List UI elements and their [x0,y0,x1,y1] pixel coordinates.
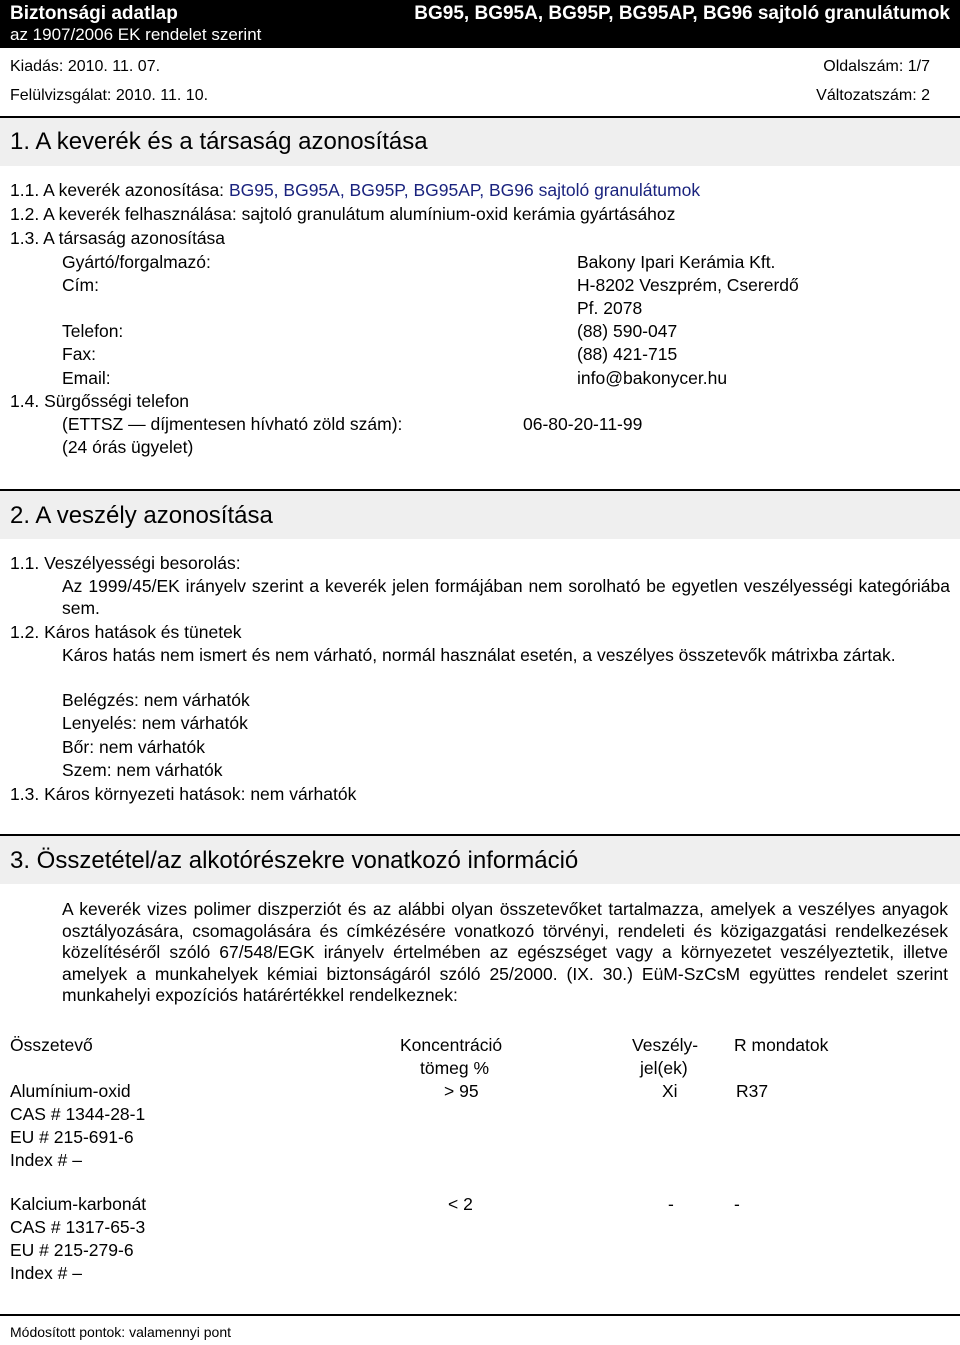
col-hazard-2: jel(ek) [640,1058,688,1078]
eye-line [62,760,223,781]
s1-2-line [10,204,675,225]
s2-3-label: Káros környezeti hatások: [44,784,246,804]
section3-title: 3. Összetétel/az alkotórészekre vonatkozó információ [10,847,579,874]
row1-concentration: > 95 [444,1081,479,1101]
eye-label: Szem: [62,760,112,780]
section1-title: 1. A keverék és a társaság azonosítása [10,128,428,155]
row1-eu: EU # 215-691-6 [10,1127,134,1147]
s1-1-num: 1.1. [10,180,40,200]
row1-name: Alumínium-oxid [10,1081,131,1101]
s2-2-line [10,622,242,643]
doc-type: Biztonsági adatlap [10,3,178,24]
regulation: az 1907/2006 EK rendelet szerint [10,25,262,44]
s2-1-line [10,553,241,574]
row2-concentration: < 2 [448,1194,473,1214]
ingestion-line [62,713,248,734]
s1-4-num: 1.4. [10,391,40,411]
s1-1-value: BG95, BG95A, BG95P, BG95AP, BG96 sajtoló granulátumok [228,180,701,200]
emergency-label: (ETTSZ — díjmentesen hívható zöld szám): [62,414,403,434]
row2-cas: CAS # 1317-65-3 [10,1217,146,1237]
s3-intro: A keverék vizes polimer diszperziót és az alábbi olyan összetevőket tartalmazza, amelyek a veszélyes anyagok osztályozására, csomagolására és címkézésére vonatkozó törvényi, rendeleti és közigazgatási rendelkezések közelítéséről szóló 67/548/EGK irányelv értelmében az egészséget vagy a környezetet veszélyeztetik, illetve amelyek a munkahelyek kémiai biztonságáról szóló 25/2000. (IX. 30.) EüM-SzCsM együttes rendelet szerint munkahelyi expozíciós határértékkel rendelkeznek: [62,899,948,1005]
fax-label: Fax: [62,344,97,364]
s2-2-num: 1.2. [10,622,40,642]
skin-label: Bőr: [62,737,95,757]
address-label: Cím: [62,275,99,295]
row1-cas: CAS # 1344-28-1 [10,1104,146,1124]
email-value[interactable]: info@bakonycer.hu [577,368,728,388]
email-label: Email: [62,368,111,388]
revision-date: Felülvizsgálat: 2010. 11. 10. [10,87,209,104]
emergency-value: 06-80-20-11-99 [523,414,643,434]
row2-eu: EU # 215-279-6 [10,1240,134,1260]
manufacturer-value: Bakony Ipari Kerámia Kft. [577,252,776,272]
phone-value: (88) 590-047 [577,321,678,341]
col-concentration-2: tömeg % [420,1058,490,1078]
footer-rule [0,1314,960,1316]
s2-1-num: 1.1. [10,553,40,573]
s1-3-line [10,228,225,249]
s2-2-text: Káros hatás nem ismert és nem várható, normál használat esetén, a veszélyes összetevők mátrixba zártak. [62,645,896,665]
phone-label: Telefon: [62,321,124,341]
s2-3-value: nem várhatók [250,784,357,804]
inhalation-line [62,690,250,711]
skin-value: nem várhatók [98,737,206,757]
s2-3-line [10,784,356,805]
s1-4-label: Sürgősségi telefon [44,391,190,411]
footer-modified: Módosított pontok: valamennyi pont [10,1324,232,1340]
ingestion-value: nem várhatók [141,713,248,733]
s1-1-label: A keverék azonosítása: [43,180,225,200]
s1-3-label: A társaság azonosítása [43,228,226,248]
emergency-note: (24 órás ügyelet) [62,437,194,457]
version: Változatszám: 2 [816,87,930,104]
s2-1-label: Veszélyességi besorolás: [44,553,241,573]
row1-r: R37 [736,1081,769,1101]
s2-1-text: Az 1999/45/EK irányelv szerint a keverék jelen formájában nem sorolható be egyetlen veszélyességi kategóriába sem. [62,576,950,618]
skin-line [62,737,205,758]
inhalation-label: Belégzés: [62,690,139,710]
address-line2: Pf. 2078 [577,298,643,318]
section2-title: 2. A veszély azonosítása [10,502,273,529]
address-line1: H-8202 Veszprém, Csererdő [577,275,799,295]
row2-index: Index # – [10,1263,82,1283]
inhalation-value: nem várhatók [143,690,250,710]
manufacturer-label: Gyártó/forgalmazó: [62,252,211,272]
page-number: Oldalszám: 1/7 [823,58,930,75]
issue-date: Kiadás: 2010. 11. 07. [10,58,161,75]
product-title: BG95, BG95A, BG95P, BG95AP, BG96 sajtoló granulátumok [414,3,950,24]
col-concentration-1: Koncentráció [400,1035,503,1055]
row2-name: Kalcium-karbonát [10,1194,147,1214]
s1-2-label: A keverék felhasználása: [43,204,237,224]
col-r-phrases: R mondatok [734,1035,829,1055]
row1-index: Index # – [10,1150,82,1170]
fax-value: (88) 421-715 [577,344,678,364]
s1-2-value: sajtoló granulátum alumínium-oxid kerámia gyártásához [241,204,676,224]
s2-3-num: 1.3. [10,784,40,804]
s2-2-label: Káros hatások és tünetek [44,622,242,642]
s1-2-num: 1.2. [10,204,40,224]
ingestion-label: Lenyelés: [62,713,137,733]
s1-4-line [10,391,189,412]
row2-hazard: - [668,1194,674,1214]
row2-r: - [734,1194,740,1214]
eye-value: nem várhatók [116,760,223,780]
s1-1-line [10,180,700,201]
col-hazard-1: Veszély- [632,1035,699,1055]
row1-hazard: Xi [662,1081,678,1101]
col-component: Összetevő [10,1035,93,1055]
s1-3-num: 1.3. [10,228,40,248]
